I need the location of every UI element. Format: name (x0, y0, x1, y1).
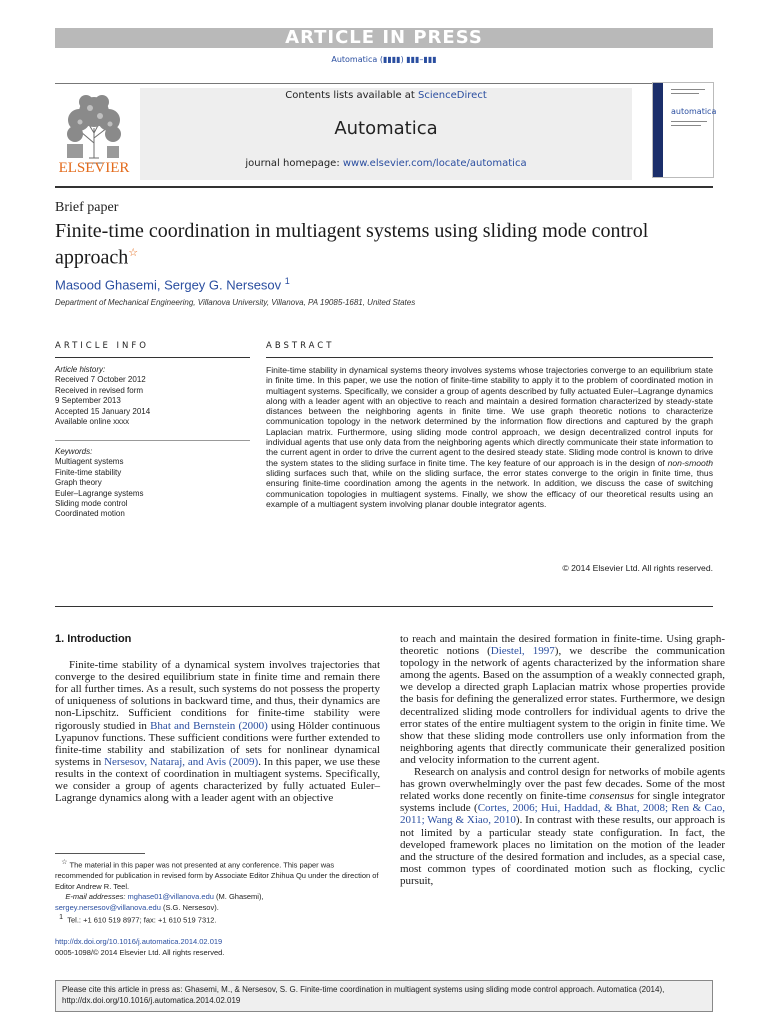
journal-masthead (140, 88, 632, 180)
citation-link[interactable]: Bhat and Bernstein (2000) (150, 719, 268, 732)
history-item: 9 September 2013 (55, 396, 121, 406)
keyword-item: Coordinated motion (55, 509, 125, 519)
email-link[interactable]: mghase01@villanova.edu (127, 892, 214, 901)
abstract-text: Finite-time stability in dynamical systems theory involves systems whose trajectories converge to an equilibrium state in finite time. In this paper, we use the notion of finite-time stability to apply it to the problem of coordinated motion in multiagent systems. Specifically, we consider a group of agents described by fully actuated Euler–Lagrange dynamics along with a leader agent with an objective to reach and maintain a desired formation characterized by steady-state distances between the neighboring agents in finite time. We use graph theoretic notions to characterize communication topology in the network determined by the information flow directions and captured by the graph Laplacian matrix. Furthermore, using sliding mode control approach, we design decentralized control inputs for individual agents that use only data from the neighboring agents which directly communicate their state information to the current agent in order to drive the current agent to the desired steady state. Sliding mode control is known to drive the system states to the sliding surface in finite time. The key feature of our approach is in the design of non-smooth sliding surfaces such that, while on the sliding surface, the error states converge to the origin in finite time, thus ensuring finite-time coordination among the agents in the network. In addition, we discuss the case of switching communication topologies in multiagent systems. Finally, we show the efficacy of our theoretical results using an example of a multiagent system involving planar double integrator agents. (266, 365, 713, 509)
article-title: Finite-time coordination in multiagent systems using sliding mode control approach☆ (55, 220, 649, 269)
title-footnote-marker[interactable]: ☆ (128, 247, 139, 259)
keyword-item: Multiagent systems (55, 457, 124, 467)
header-top-rule (55, 83, 713, 84)
journal-reference: Automatica (▮▮▮▮) ▮▮▮–▮▮▮ (331, 55, 437, 64)
section-divider (55, 606, 713, 607)
keyword-item: Finite-time stability (55, 467, 122, 477)
email-link[interactable]: sergey.nersesov@villanova.edu (55, 902, 161, 912)
doi-block (55, 936, 380, 958)
contents-line: Contents lists available at ScienceDirect (285, 90, 487, 101)
citation-box: Please cite this article in press as: Ghasemi, M., & Nersesov, S. G. Finite-time coordination in multiagent systems using sliding mode control approach. Automatica (2014), http://dx.doi.org/10.1016/j.automatica.2014.02.019 (55, 980, 713, 1012)
keywords-label: Keywords: (55, 447, 93, 456)
history-item: Received in revised form (55, 385, 144, 395)
author-affiliation: Department of Mechanical Engineering, Villanova University, Villanova, PA 19085-1681, United States (55, 298, 416, 307)
keywords-list (55, 447, 250, 520)
footnote-tel: 1 Tel.: +1 610 519 8977; fax: +1 610 519 7312. (59, 914, 217, 925)
keyword-item: Euler–Lagrange systems (55, 488, 144, 498)
article-history (55, 365, 250, 427)
article-type: Brief paper (55, 200, 119, 215)
footnote-email: E-mail addresses: mghase01@villanova.edu (M. Ghasemi), sergey.nersesov@villanova.edu (S.G. Nersesov). (55, 892, 264, 912)
article-in-press-banner (55, 28, 713, 48)
issn-line: 0005-1098/© 2014 Elsevier Ltd. All rights reserved. (55, 948, 225, 957)
sciencedirect-link[interactable]: ScienceDirect (418, 90, 487, 101)
body-paragraph: Finite-time stability of a dynamical system involves trajectories that converge to the desired equilibrium state in finite time and remain there for all further times. As a result, such systems do not possess the property of uniqueness of solutions in backward time, and thus, their dynamics are non-Lipschitz. Sufficient conditions for finite-time stability were rigorously studied in Bhat and Bernstein (2000) using Hölder continuous Lyapunov functions. These sufficient conditions were further extended to finite-time stability and stabilization of sets for nonlinear dynamical systems in Nersesov, Nataraj, and Avis (2009). In this paper, we use these results in the context of coordination in multiagent systems. Specifically, we consider a group of agents characterized by fully actuated Euler–Lagrange dynamics along with a leader agent with an objective (55, 659, 380, 805)
banner-text: ARTICLE IN PRESS (285, 27, 483, 48)
body-paragraph: to reach and maintain the desired formation in finite-time. Using graph-theoretic notions (Diestel, 1997), we describe the communication topology in the network of agents characterized by the information share among the agents. Based on the assumption of a weakly connected graph, we develop a directed graph Laplacian matrix whose properties provide the basis for defining the generalized error states. Furthermore, we design decentralized sliding mode controllers for individual agents to drive the error states of the entire multiagent system to the origin in finite time. We show that these sliding mode controllers use only information from the neighboring agents that directly communicate their generalized position and velocity information to the current agent. (400, 633, 725, 766)
cover-spine (653, 83, 663, 177)
header-bottom-rule (55, 186, 713, 188)
section-heading: 1. Introduction (55, 633, 132, 645)
author-list: Masood Ghasemi, Sergey G. Nersesov $^1$ (55, 276, 290, 293)
history-item: Accepted 15 January 2014 (55, 406, 151, 416)
citation-link[interactable]: Nersesov, Nataraj, and Avis (2009) (104, 755, 259, 768)
journal-title: Automatica (334, 118, 438, 139)
body-right-column (400, 633, 725, 887)
body-left-column (55, 633, 380, 804)
author-footnote-marker[interactable]: 1 (284, 276, 290, 286)
abstract-heading: ABSTRACT (266, 341, 713, 358)
journal-homepage-link[interactable]: www.elsevier.com/locate/automatica (342, 158, 527, 169)
history-item: Available online xxxx (55, 417, 130, 427)
footnote-star: ☆ The material in this paper was not presented at any conference. This paper was recommended for publication in revised form by Associate Editor Zhihua Qu under the direction of Editor Andrew R. Teel. (55, 859, 379, 891)
footnote-rule (55, 853, 145, 854)
keyword-item: Sliding mode control (55, 499, 128, 509)
doi-link[interactable]: http://dx.doi.org/10.1016/j.automatica.2014.02.019 (55, 937, 223, 946)
history-label: Article history: (55, 365, 106, 374)
keyword-item: Graph theory (55, 478, 102, 488)
body-paragraph: Research on analysis and control design for networks of mobile agents has grown overwhelmingly over the past few decades. Some of the most related works done recently on finite-time consensus for single integrator systems include (Cortes, 2006; Hui, Haddad, & Bhat, 2008; Ren & Cao, 2011; Wang & Xiao, 2010). In contrast with these results, our approach is not limited by a particular steady state configuration. In fact, the developed framework places no limitation on the motion of the leader and the structure of the desired formation and includes, as a special case, most common types of coordinated motion such as flocking, cyclic pursuit, (400, 766, 725, 887)
history-item: Received 7 October 2012 (55, 375, 146, 385)
article-info-heading: ARTICLE INFO (55, 341, 250, 358)
journal-cover-thumbnail (652, 82, 717, 178)
cover-title: automatica (671, 107, 717, 116)
footnotes (55, 858, 380, 926)
citation-link[interactable]: Cortes, 2006; Hui, Haddad, & Bhat, 2008; Ren & Cao, 2011; Wang & Xiao, 2010 (400, 802, 725, 827)
info-divider (55, 440, 250, 441)
citation-link[interactable]: Diestel, 1997 (490, 645, 555, 658)
abstract-copyright: © 2014 Elsevier Ltd. All rights reserved. (562, 563, 713, 573)
journal-homepage-line: journal homepage: www.elsevier.com/locate/automatica (245, 158, 527, 169)
elsevier-wordmark: ELSEVIER (58, 160, 130, 176)
